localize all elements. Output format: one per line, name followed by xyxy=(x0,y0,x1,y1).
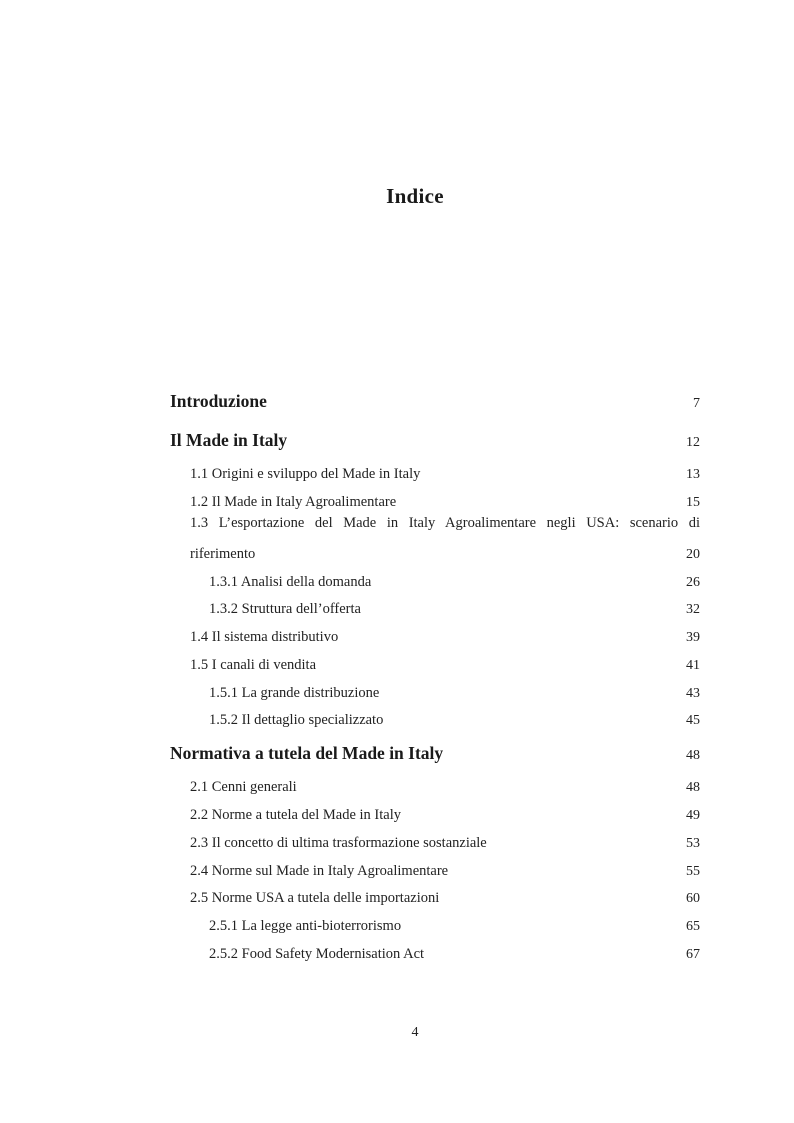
toc-entry-page: 65 xyxy=(686,919,700,934)
toc-entry-section-2-1[interactable] xyxy=(170,772,700,796)
toc-entry-section-2-3[interactable] xyxy=(170,828,700,852)
toc-entry-page: 43 xyxy=(686,686,700,701)
toc-entry-section-2-5[interactable] xyxy=(170,883,700,907)
toc-entry-section-2-5-2[interactable] xyxy=(170,939,700,963)
toc-entry-label-line1: 1.3 L’esportazione del Made in Italy Agroalimentare negli USA: scenario di xyxy=(190,515,700,531)
toc-entry-label: 2.1 Cenni generali xyxy=(190,779,297,795)
toc-entry-page: 12 xyxy=(686,435,700,450)
toc-entry-label-line2: riferimento xyxy=(190,546,256,562)
toc-entry-label: Introduzione xyxy=(170,391,267,411)
toc-entry-introduzione[interactable] xyxy=(170,388,700,412)
toc-entry-chapter-1[interactable] xyxy=(170,427,700,451)
toc-entry-label: 2.5 Norme USA a tutela delle importazioni xyxy=(190,890,440,906)
toc-entry-label: 2.4 Norme sul Made in Italy Agroalimentare xyxy=(190,863,449,879)
toc-entry-section-1-5-2[interactable] xyxy=(170,705,700,729)
toc-entry-page: 55 xyxy=(686,864,700,879)
toc-entry-page: 67 xyxy=(686,947,700,962)
toc-entry-section-2-5-1[interactable] xyxy=(170,911,700,935)
toc-entry-page: 48 xyxy=(686,780,700,795)
toc-entry-page: 39 xyxy=(686,630,700,645)
toc-entry-label: 1.5 I canali di vendita xyxy=(190,657,317,673)
toc-entry-label: 1.4 Il sistema distributivo xyxy=(190,629,339,645)
page-number: 4 xyxy=(411,1025,419,1040)
toc-entry-section-2-2[interactable] xyxy=(170,800,700,824)
toc-entry-label: 1.2 Il Made in Italy Agroalimentare xyxy=(190,494,397,510)
toc-entry-page: 32 xyxy=(686,602,700,617)
toc-entry-page: 26 xyxy=(686,575,700,590)
toc-entry-page: 41 xyxy=(686,658,700,673)
toc-entry-section-1-3-1[interactable] xyxy=(170,567,700,591)
toc-entry-label: 2.3 Il concetto di ultima trasformazione sostanziale xyxy=(190,835,487,851)
toc-entry-label: 1.3.2 Struttura dell’offerta xyxy=(209,601,361,617)
toc-entry-page: 45 xyxy=(686,713,700,728)
toc-entry-label: 1.3.1 Analisi della domanda xyxy=(209,574,372,590)
toc-entry-section-1-1[interactable] xyxy=(170,459,700,483)
toc-entry-label: 1.1 Origini e sviluppo del Made in Italy xyxy=(190,466,421,482)
toc-entry-label: 2.5.2 Food Safety Modernisation Act xyxy=(209,946,425,962)
toc-entry-page: 53 xyxy=(686,836,700,851)
toc-entry-section-1-2[interactable] xyxy=(170,487,700,511)
toc-entry-label: 2.5.1 La legge anti-bioterrorismo xyxy=(209,918,402,934)
toc-entry-section-1-5[interactable] xyxy=(170,650,700,674)
toc-entry-page: 60 xyxy=(686,891,700,906)
toc-entry-section-2-4[interactable] xyxy=(170,856,700,880)
toc-entry-section-1-3-2[interactable] xyxy=(170,594,700,618)
toc-entry-page: 15 xyxy=(686,495,700,510)
toc-entry-page: 13 xyxy=(686,467,700,482)
toc-entry-label: Normativa a tutela del Made in Italy xyxy=(170,743,444,763)
toc-entry-chapter-2[interactable] xyxy=(170,740,700,764)
page-title: Indice xyxy=(386,184,444,208)
toc-entry-page: 49 xyxy=(686,808,700,823)
toc-entry-page: 7 xyxy=(693,396,700,411)
toc-entry-label: 2.2 Norme a tutela del Made in Italy xyxy=(190,807,401,823)
toc-entry-section-1-5-1[interactable] xyxy=(170,678,700,702)
toc-entry-section-1-4[interactable] xyxy=(170,622,700,646)
toc-entry-label: Il Made in Italy xyxy=(170,430,288,450)
toc-entry-label: 1.5.2 Il dettaglio specializzato xyxy=(209,712,384,728)
toc-entry-section-1-3[interactable] xyxy=(170,515,700,563)
toc-entry-page: 48 xyxy=(686,748,700,763)
toc-entry-page: 20 xyxy=(686,547,700,562)
toc-entry-label: 1.5.1 La grande distribuzione xyxy=(209,685,380,701)
